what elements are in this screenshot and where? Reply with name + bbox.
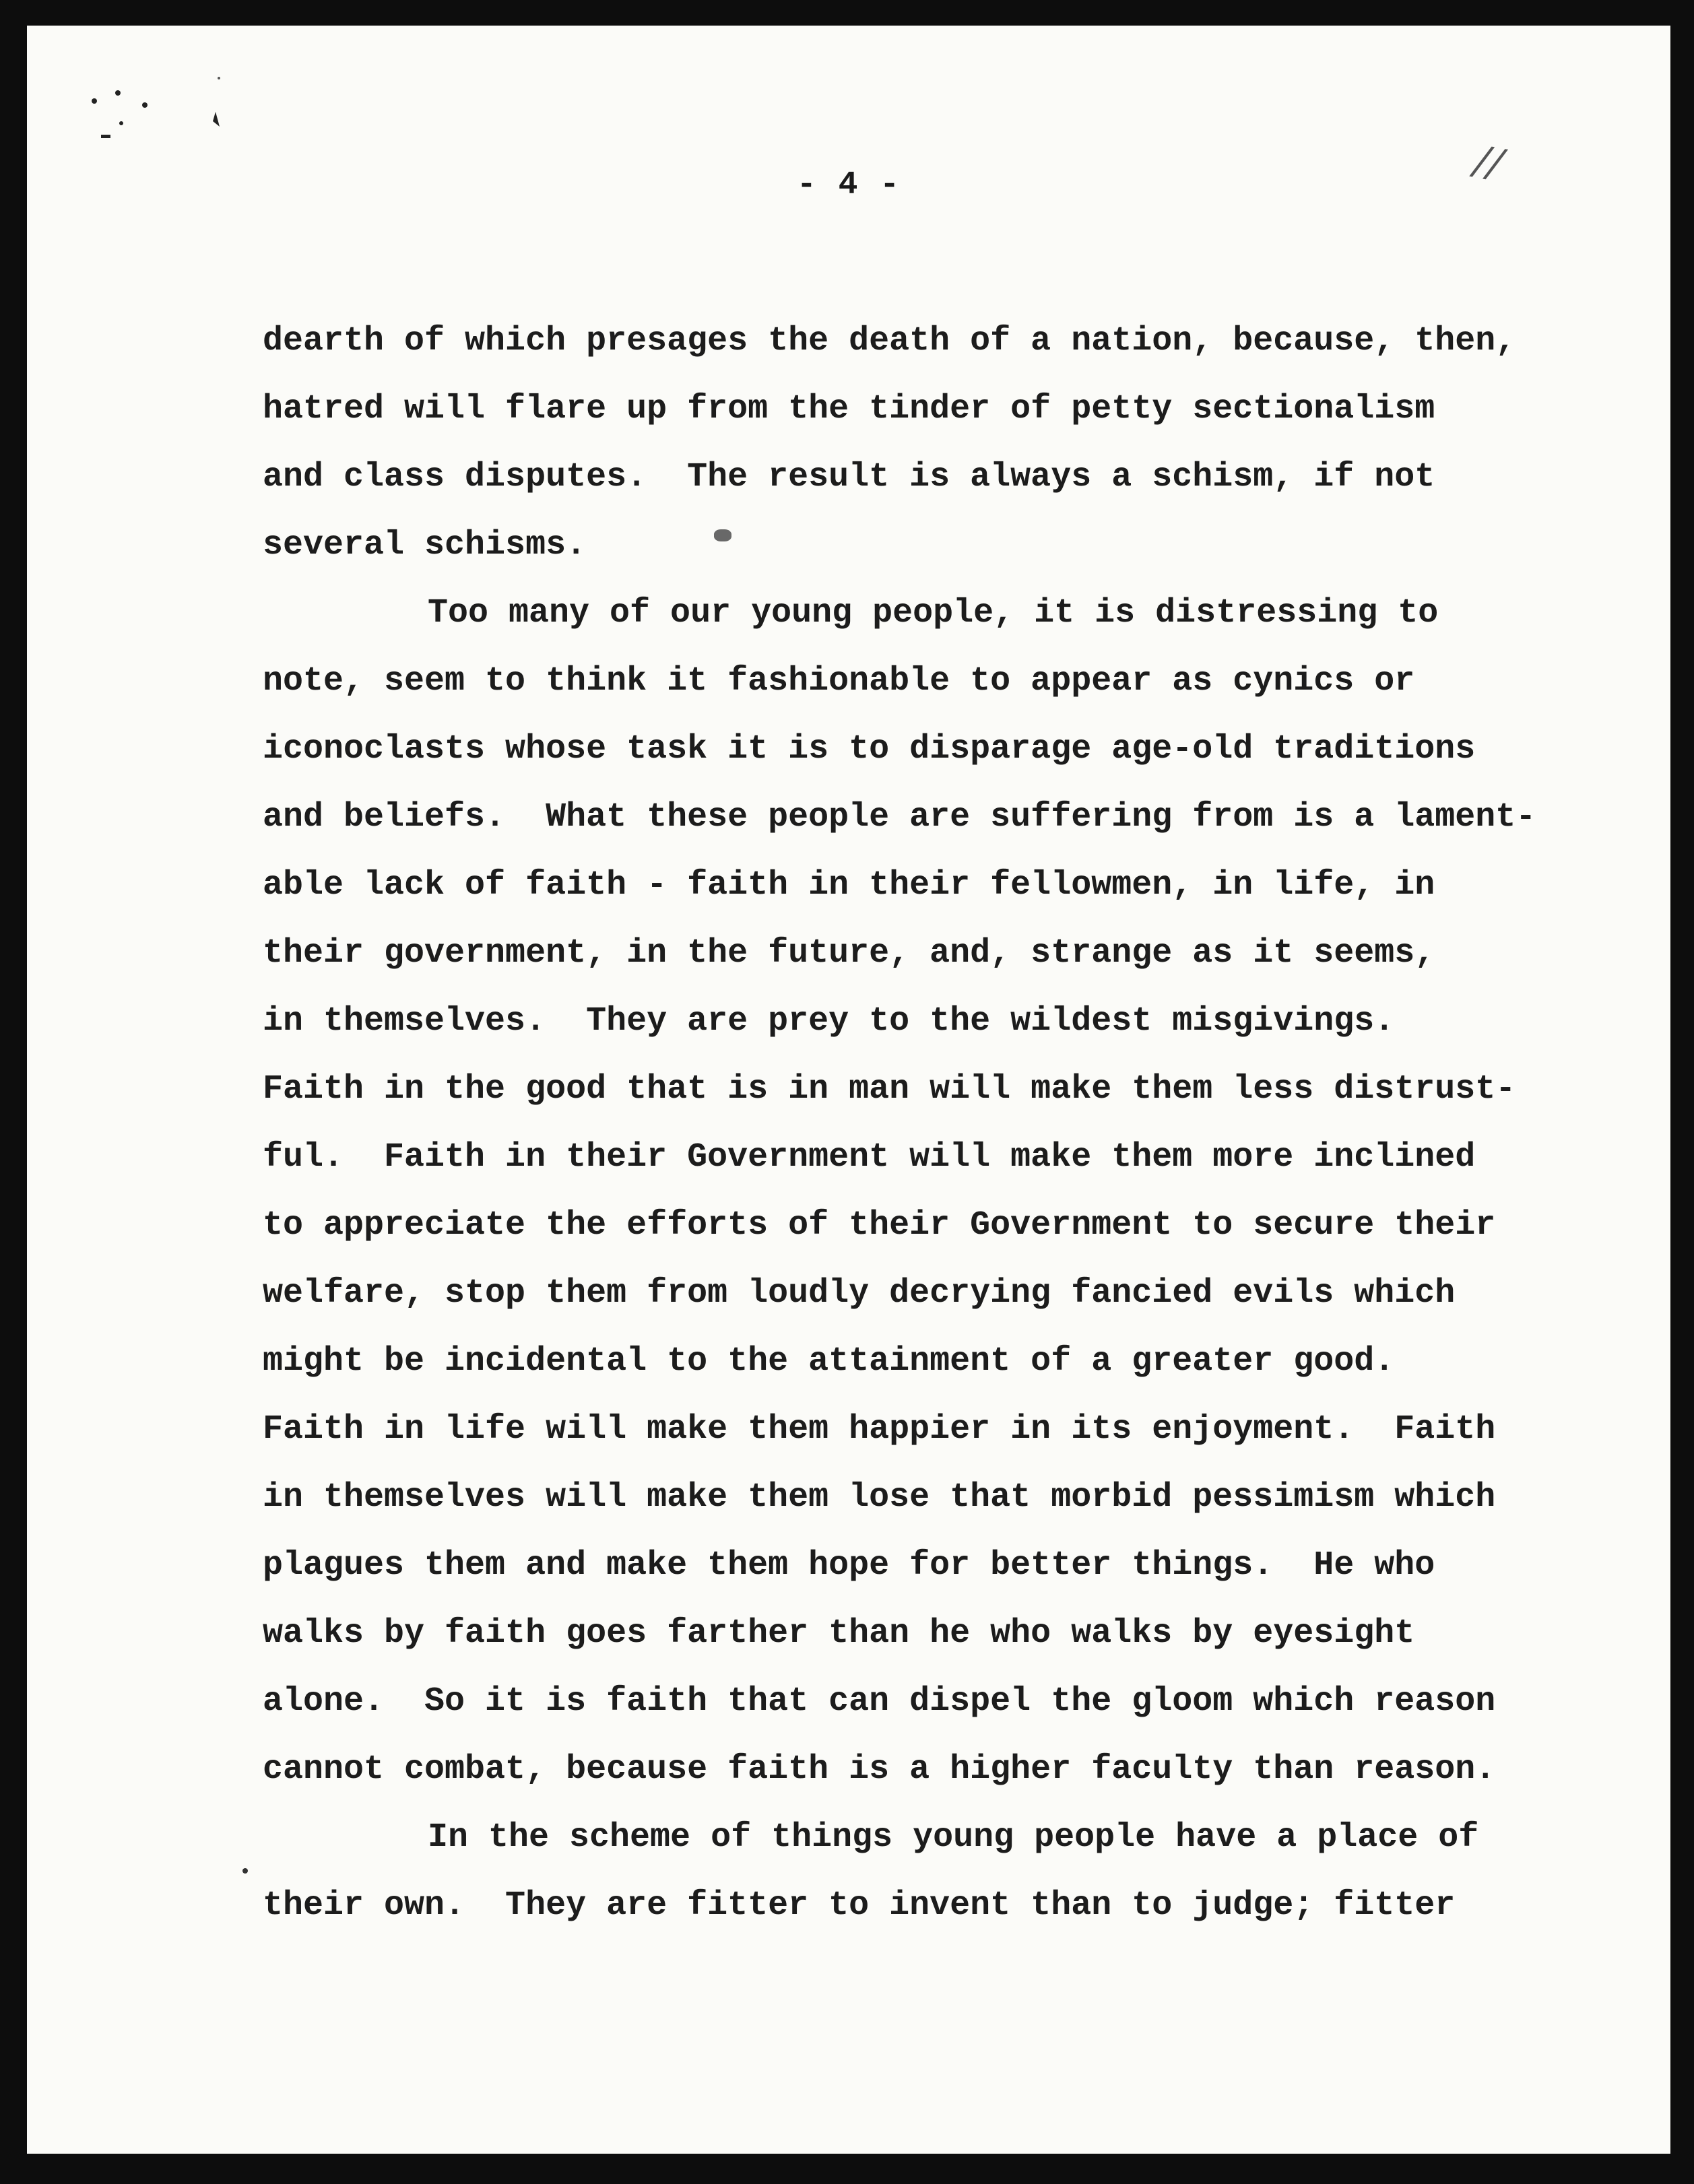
text-line: note, seem to think it fashionable to appear as cynics or: [263, 662, 1415, 700]
text-line: their government, in the future, and, strange as it seems,: [263, 934, 1435, 972]
handwritten-mark: //: [1471, 137, 1507, 188]
text-line: and beliefs. What these people are suffering from is a lament-: [263, 798, 1536, 836]
text-line: able lack of faith - faith in their fellowmen, in life, in: [263, 866, 1435, 904]
text-line: alone. So it is faith that can dispel the gloom which reason: [263, 1682, 1496, 1721]
text-line: dearth of which presages the death of a nation, because, then,: [263, 322, 1516, 360]
body-text: [27, 307, 1670, 1940]
page-number: - 4 -: [796, 167, 901, 203]
text-line: welfare, stop them from loudly decrying fancied evils which: [263, 1274, 1456, 1313]
text-line: to appreciate the efforts of their Government to secure their: [263, 1206, 1496, 1245]
paragraph-first-line: In the scheme of things young people have a place of: [428, 1818, 1479, 1857]
text-line: in themselves. They are prey to the wildest misgivings.: [263, 1002, 1395, 1040]
document-page: [27, 26, 1670, 2154]
text-line: several schisms.: [263, 526, 587, 564]
text-line: iconoclasts whose task it is to disparage age-old traditions: [263, 730, 1476, 768]
text-line: and class disputes. The result is always a schism, if not: [263, 458, 1435, 496]
text-line: hatred will flare up from the tinder of petty sectionalism: [263, 390, 1435, 428]
text-line: Faith in the good that is in man will make them less distrust-: [263, 1070, 1516, 1108]
text-line: ful. Faith in their Government will make them more inclined: [263, 1138, 1476, 1177]
text-line: plagues them and make them hope for better things. He who: [263, 1546, 1435, 1585]
text-line: Faith in life will make them happier in its enjoyment. Faith: [263, 1410, 1496, 1449]
text-line: might be incidental to the attainment of a greater good.: [263, 1342, 1395, 1381]
paragraph-first-line: Too many of our young people, it is distressing to: [428, 594, 1439, 632]
text-line: their own. They are fitter to invent than to judge; fitter: [263, 1886, 1456, 1925]
text-line: walks by faith goes farther than he who walks by eyesight: [263, 1614, 1415, 1653]
text-line: in themselves will make them lose that morbid pessimism which: [263, 1478, 1496, 1517]
text-line: cannot combat, because faith is a higher faculty than reason.: [263, 1750, 1496, 1789]
margin-specks: [81, 73, 249, 167]
